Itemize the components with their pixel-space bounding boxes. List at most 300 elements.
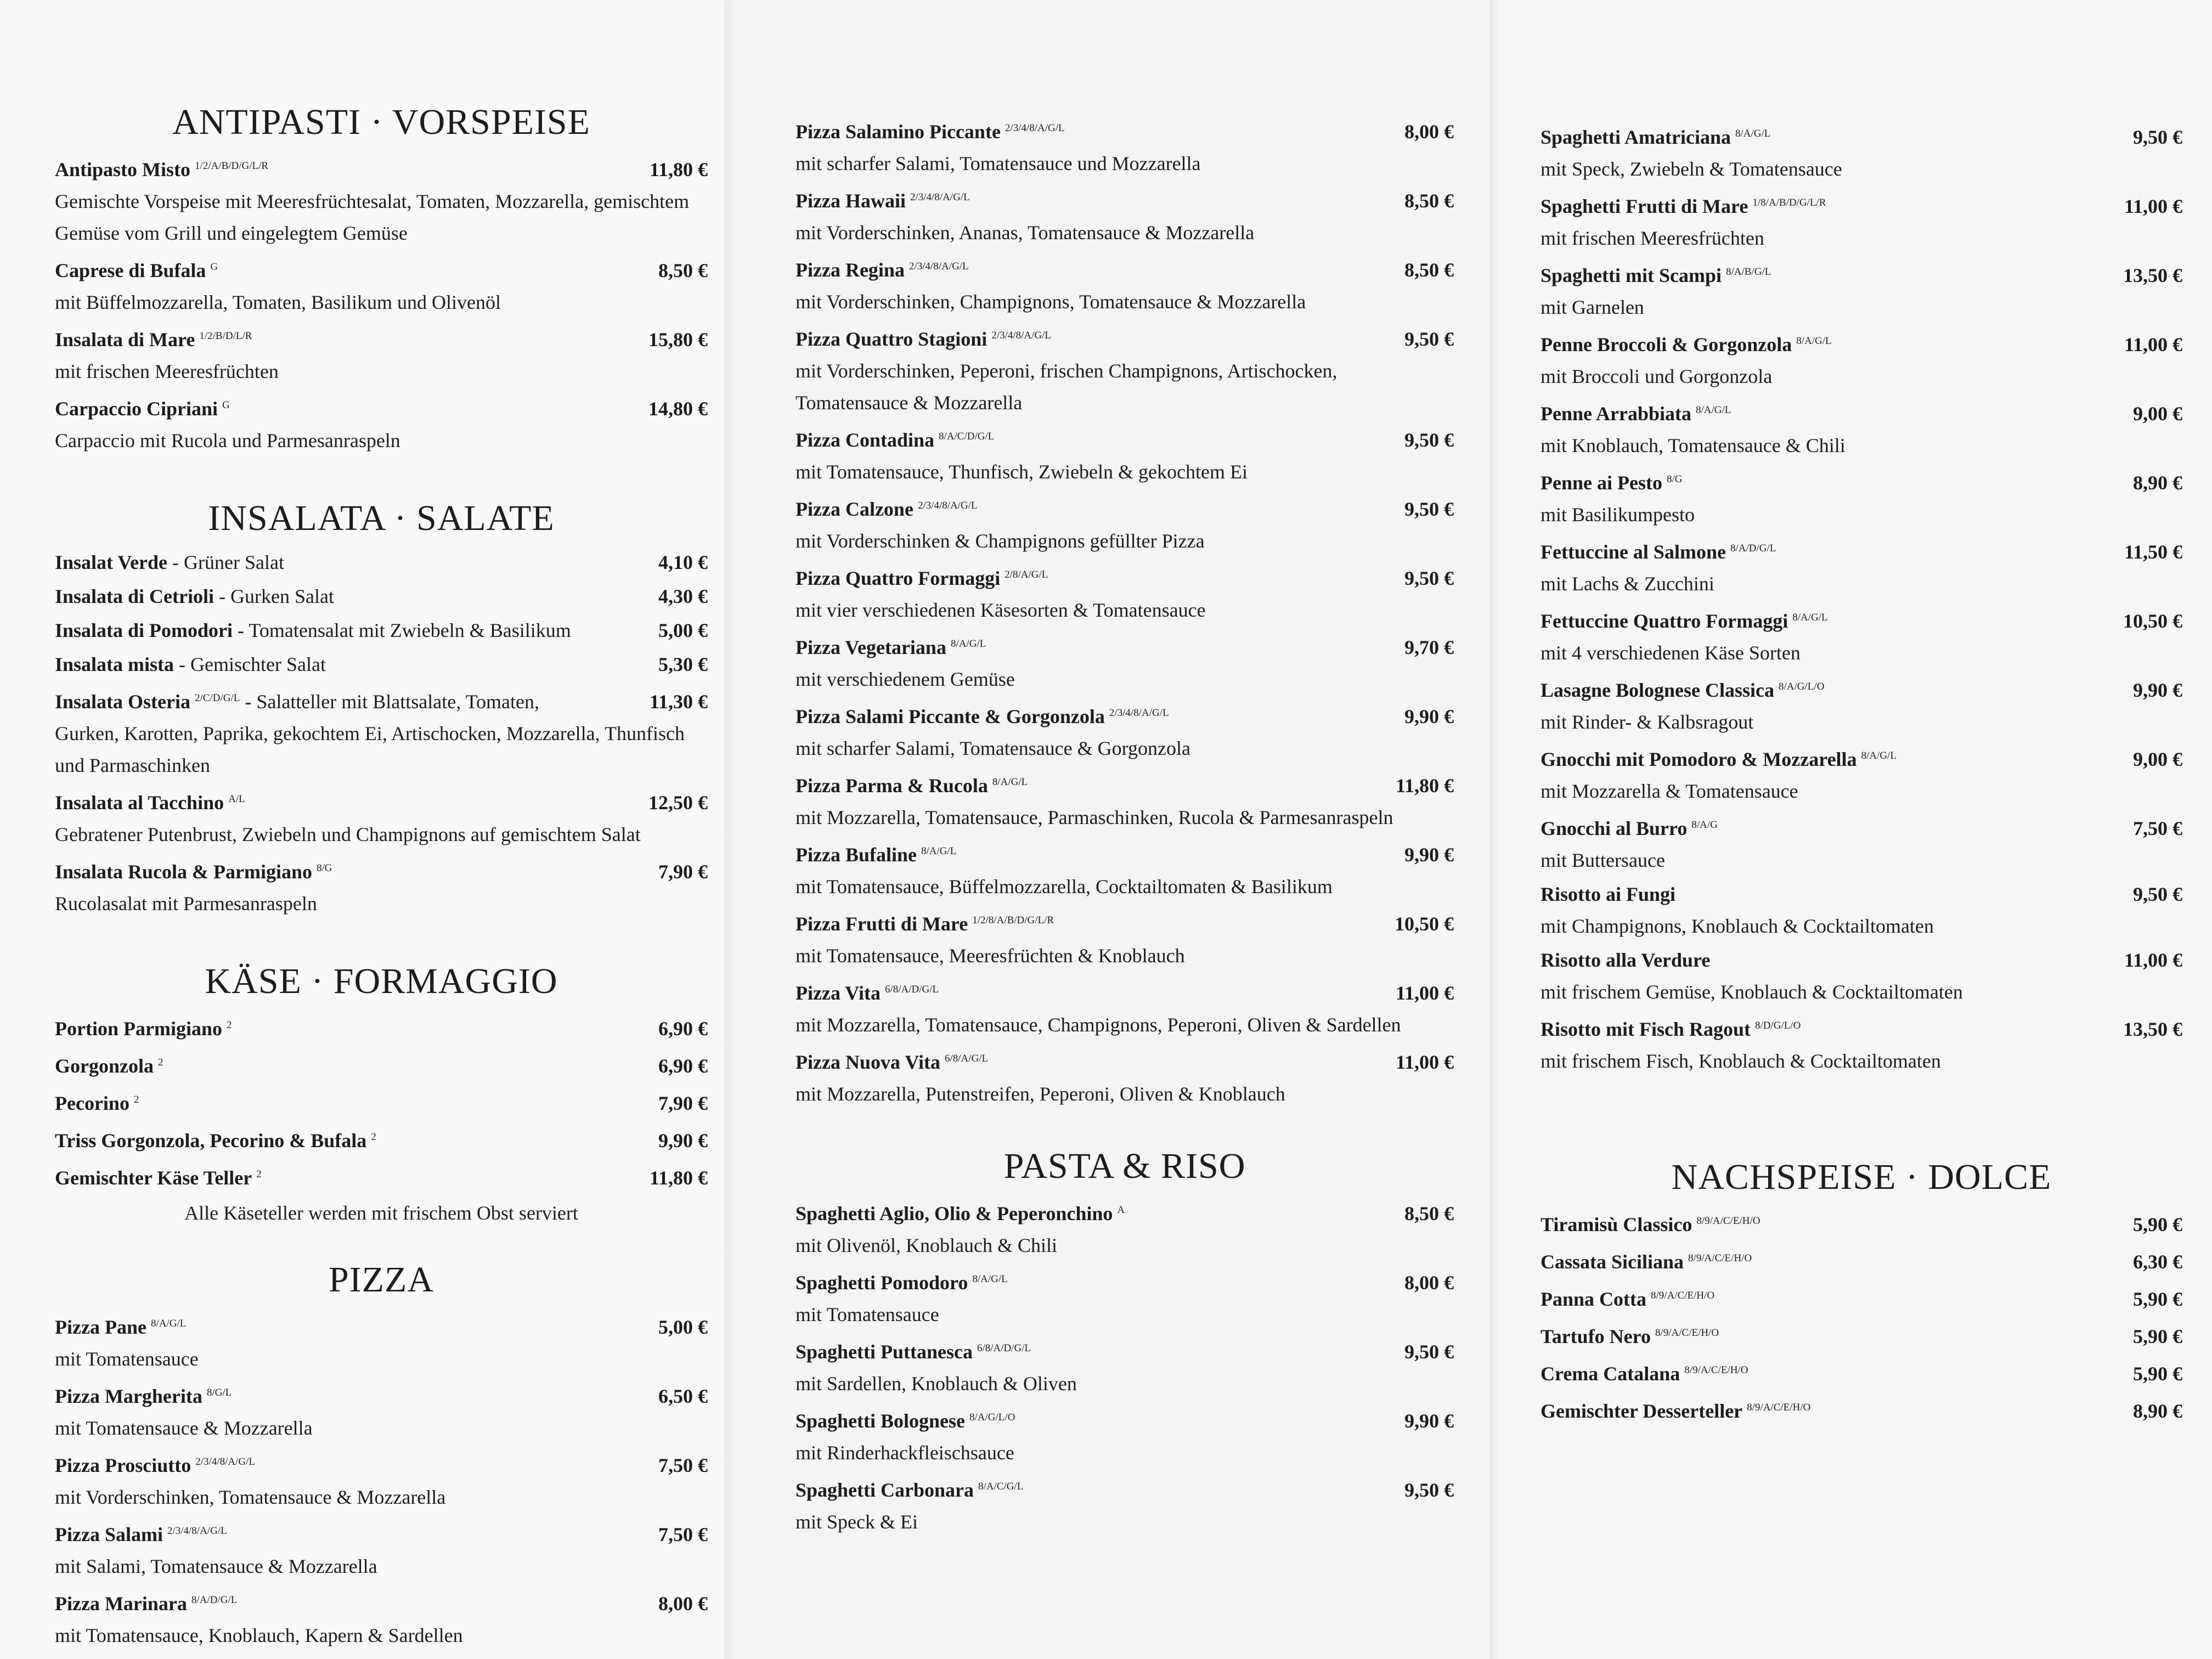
menu-item	[795, 1194, 1454, 1261]
menu-item-name: Spaghetti Carbonara	[795, 1479, 974, 1501]
menu-item-desc: mit Basilikumpesto	[1541, 504, 1695, 526]
menu-item	[795, 490, 1454, 557]
allergen-codes: 8/D/G/L/O	[1754, 1020, 1801, 1031]
allergen-codes: 2	[371, 1131, 376, 1143]
menu-item-name: Spaghetti Pomodoro	[795, 1272, 968, 1294]
menu-item-price: 9,50 €	[1404, 1479, 1454, 1501]
menu-item-name: Pecorino	[55, 1092, 129, 1114]
menu-item-name: Pizza Margherita	[55, 1385, 202, 1407]
menu-item-name: Pizza Calzone	[795, 498, 913, 520]
menu-item-desc: mit Tomatensauce & Mozzarella	[55, 1417, 313, 1439]
menu-item-price: 7,90 €	[658, 1092, 708, 1114]
menu-item-row	[1541, 878, 2182, 910]
menu-item	[795, 836, 1454, 902]
menu-item-row	[1541, 256, 2182, 291]
menu-item-price: 11,00 €	[2124, 949, 2182, 971]
section-title: PASTA & RISO	[1003, 1146, 1246, 1186]
menu-item-title	[1541, 671, 1824, 706]
menu-item-price: 8,90 €	[2133, 1400, 2182, 1422]
menu-item-desc: mit frischen Meeresfrüchten	[55, 360, 279, 382]
menu-item-price: 6,90 €	[658, 1018, 708, 1040]
menu-item-name: Gnocchi al Burro	[1541, 817, 1688, 839]
menu-item-desc: mit Olivenöl, Knoblauch & Chili	[795, 1234, 1057, 1256]
allergen-codes: 2/3/4/8/A/G/L	[1005, 122, 1065, 134]
menu-item	[1541, 944, 2182, 1008]
menu-item-row	[55, 580, 708, 612]
section-title: ANTIPASTI · VORSPEISE	[172, 102, 590, 142]
menu-item-row	[55, 150, 708, 185]
menu-item-title	[1541, 1205, 1760, 1240]
menu-item-price: 11,80 €	[649, 1167, 708, 1189]
menu-item-desc: Rucolasalat mit Parmesanraspeln	[55, 893, 317, 915]
menu-item-title	[55, 1121, 376, 1156]
section-pasta-cont	[1541, 118, 2182, 1077]
menu-item-price: 9,50 €	[1404, 498, 1454, 520]
menu-item-name: Tiramisù Classico	[1541, 1214, 1692, 1235]
menu-item-name: Cassata Siciliana	[1541, 1251, 1684, 1273]
menu-item-row	[795, 559, 1454, 594]
fold-crease	[724, 0, 741, 1659]
menu-item-row	[55, 1009, 708, 1045]
menu-item-row	[795, 1402, 1454, 1437]
menu-item	[55, 614, 708, 646]
menu-item-row	[1541, 1392, 2182, 1427]
menu-item-row	[1541, 187, 2182, 222]
menu-item-desc: mit scharfer Salami, Tomatensauce & Gorgonzola	[795, 737, 1190, 759]
menu-item-row	[55, 783, 708, 819]
menu-item-name: Lasagne Bolognese Classica	[1541, 679, 1775, 701]
menu-item-desc: mit Tomatensauce, Meeresfrüchten & Knoblauch	[795, 945, 1185, 967]
menu-item-name: Gemischter Käse Teller	[55, 1167, 252, 1189]
menu-item-title	[55, 150, 268, 185]
menu-item-name: Pizza Marinara	[55, 1593, 187, 1615]
menu-item-price: 13,50 €	[2123, 264, 2182, 286]
menu-item	[55, 546, 708, 578]
menu-item-row	[795, 1471, 1454, 1506]
menu-item-desc: mit verschiedenem Gemüse	[795, 668, 1015, 690]
menu-item-inline-desc: - Grüner Salat	[167, 551, 284, 573]
menu-item-price: 5,90 €	[2133, 1288, 2182, 1310]
allergen-codes: 8/9/A/C/E/H/O	[1655, 1327, 1719, 1339]
menu-item-inline-desc: - Salatteller mit Blattsalate, Tomaten,	[240, 691, 540, 713]
allergen-codes: 2/3/4/8/A/G/L	[991, 330, 1052, 341]
menu-item-price: 8,50 €	[658, 259, 708, 281]
section-title: PIZZA	[329, 1260, 434, 1300]
allergen-codes: 8/9/A/C/E/H/O	[1696, 1215, 1760, 1227]
menu-item	[1541, 394, 2182, 461]
menu-item-row	[55, 1377, 708, 1412]
menu-item-price: 4,10 €	[658, 551, 708, 573]
allergen-codes: 8/A/G/L	[1735, 128, 1771, 139]
menu-item-price: 11,00 €	[1395, 1051, 1454, 1073]
menu-item-price: 13,50 €	[2123, 1018, 2182, 1040]
menu-item-title	[55, 682, 539, 718]
menu-item	[795, 421, 1454, 488]
menu-item-name: Risotto ai Fungi	[1541, 883, 1676, 905]
menu-item-name: Fettuccine al Salmone	[1541, 541, 1726, 563]
menu-item-price: 9,90 €	[2133, 679, 2182, 701]
menu-item-price: 5,00 €	[658, 1316, 708, 1338]
menu-item-price: 11,80 €	[1395, 775, 1454, 797]
menu-item-row	[795, 974, 1454, 1009]
menu-item-name: Pizza Bufaline	[795, 844, 917, 866]
menu-item-price: 6,30 €	[2133, 1251, 2182, 1273]
allergen-codes: 8/A/G	[1691, 819, 1718, 831]
menu-item-name: Spaghetti Amatriciana	[1541, 126, 1731, 148]
menu-item	[795, 1402, 1454, 1469]
menu-item-name: Panna Cotta	[1541, 1288, 1647, 1310]
menu-item-name: Pizza Regina	[795, 259, 905, 281]
menu-item-name: Pizza Pane	[55, 1316, 146, 1338]
menu-item-title	[1541, 187, 1826, 222]
section-pasta	[795, 1148, 1454, 1538]
menu-item	[55, 1515, 708, 1582]
menu-item	[1541, 878, 2182, 942]
menu-item-price: 7,90 €	[658, 861, 708, 883]
menu-item-desc: mit Vorderschinken, Champignons, Tomatensauce & Mozzarella	[795, 291, 1306, 313]
menu-item-row	[795, 1263, 1454, 1299]
menu-item-price: 9,00 €	[2133, 403, 2182, 425]
allergen-codes: 8/G	[317, 862, 332, 874]
menu-item-title	[1541, 256, 1771, 291]
allergen-codes: 8/G/L	[206, 1387, 232, 1398]
menu-item-row	[1541, 464, 2182, 499]
menu-item-desc: mit Speck & Ei	[795, 1511, 918, 1533]
menu-item-title	[795, 559, 1048, 594]
allergen-codes: 8/A/G/L	[992, 776, 1028, 788]
allergen-codes: 8/A/G/L	[921, 845, 957, 857]
menu-item-name: Portion Parmigiano	[55, 1018, 222, 1040]
menu-item	[55, 1047, 708, 1082]
menu-item	[1541, 118, 2182, 185]
menu-item-name: Crema Catalana	[1541, 1363, 1680, 1385]
menu-item	[795, 1333, 1454, 1400]
menu-item	[1541, 1243, 2182, 1278]
allergen-codes: 8/A/G/L	[1696, 404, 1731, 416]
menu-item-inline-desc: - Gemischter Salat	[174, 653, 326, 675]
menu-item-price: 11,00 €	[2124, 195, 2182, 217]
menu-item	[795, 1263, 1454, 1330]
allergen-codes: 8/A/C/D/G/L	[939, 431, 995, 442]
allergen-codes: 2/8/A/G/L	[1005, 569, 1048, 580]
menu-item-row	[1541, 1317, 2182, 1352]
menu-item-row	[55, 1047, 708, 1082]
menu-item-price: 5,00 €	[658, 619, 708, 641]
menu-item-name: Pizza Hawaii	[795, 190, 906, 212]
menu-item-name: Insalat Verde	[55, 551, 168, 573]
menu-item-name: Spaghetti Puttanesca	[795, 1341, 973, 1363]
menu-item-title	[55, 1446, 255, 1481]
kaese-note: Alle Käseteller werden mit frischem Obst serviert	[184, 1202, 578, 1224]
menu-item-desc: mit Mozzarella, Putenstreifen, Peperoni, Oliven & Knoblauch	[795, 1083, 1285, 1105]
menu-item-title	[1541, 809, 1718, 844]
menu-item-row	[1541, 118, 2182, 153]
section-insalata	[55, 500, 708, 919]
menu-item-name: Caprese di Bufala	[55, 259, 206, 281]
menu-item-row	[1541, 1205, 2182, 1240]
menu-item-title	[1541, 878, 1675, 910]
menu-item-name: Spaghetti Bolognese	[795, 1410, 966, 1432]
menu-item-price: 9,90 €	[658, 1130, 708, 1152]
menu-item-row	[1541, 394, 2182, 430]
section-title: NACHSPEISE · DOLCE	[1671, 1157, 2052, 1197]
menu-item-desc: mit Vorderschinken, Ananas, Tomatensauce & Mozzarella	[795, 222, 1255, 244]
menu-item-desc: mit Sardellen, Knoblauch & Oliven	[795, 1373, 1077, 1395]
menu-item-desc: Carpaccio mit Rucola und Parmesanraspeln	[55, 430, 400, 452]
menu-item-row	[795, 490, 1454, 525]
menu-item-title	[55, 1515, 227, 1550]
allergen-codes: 8/A/G/L	[972, 1273, 1008, 1285]
menu-item	[795, 182, 1454, 249]
menu-item-price: 11,00 €	[1395, 982, 1454, 1004]
menu-item-row	[795, 421, 1454, 456]
menu-item-price: 9,50 €	[1404, 328, 1454, 350]
allergen-codes: 8/A/G/L	[1861, 750, 1897, 761]
menu-item	[795, 974, 1454, 1041]
menu-item-row	[55, 1308, 708, 1343]
menu-item	[55, 1308, 708, 1375]
menu-item-name: Pizza Vita	[795, 982, 881, 1004]
menu-item-title	[795, 182, 970, 217]
menu-item	[55, 1377, 708, 1444]
menu-item-desc: mit Tomatensauce	[795, 1304, 939, 1325]
allergen-codes: 8/A/G/L	[1792, 612, 1828, 623]
item-list	[55, 1009, 708, 1194]
menu-panel-right	[1492, 0, 2212, 1659]
menu-item-title	[795, 766, 1028, 802]
item-list	[55, 1308, 708, 1651]
menu-item-name: Spaghetti mit Scampi	[1541, 264, 1722, 286]
menu-item-row	[795, 766, 1454, 802]
allergen-codes: 1/2/B/D/L/R	[199, 330, 252, 342]
menu-item-name: Pizza Salamino Piccante	[795, 121, 1001, 143]
menu-item-title	[1541, 740, 1897, 775]
menu-item-title	[795, 1263, 1008, 1299]
menu-item-title	[795, 697, 1169, 732]
menu-item-name: Insalata di Cetrioli	[55, 585, 215, 607]
menu-item-title	[1541, 1280, 1714, 1315]
allergen-codes: G	[210, 261, 218, 273]
menu-item-name: Insalata al Tacchino	[55, 792, 224, 814]
menu-item-title	[795, 251, 969, 286]
menu-item	[795, 697, 1454, 764]
menu-item	[55, 1584, 708, 1651]
allergen-codes: 6/8/A/D/G/L	[977, 1342, 1031, 1354]
menu-item	[795, 1043, 1454, 1110]
menu-item	[55, 251, 708, 318]
menu-item-name: Pizza Quattro Stagioni	[795, 328, 988, 350]
menu-item-row	[795, 905, 1454, 940]
menu-item-price: 8,00 €	[1404, 121, 1454, 143]
menu-item-row	[55, 320, 708, 356]
menu-item-desc: mit Vorderschinken & Champignons gefüllter Pizza	[795, 530, 1205, 552]
menu-item-price: 8,90 €	[2133, 472, 2182, 494]
menu-item-desc: mit Salami, Tomatensauce & Mozzarella	[55, 1555, 377, 1577]
item-list	[1541, 118, 2182, 1077]
menu-item-name: Tartufo Nero	[1541, 1325, 1651, 1347]
menu-item	[1541, 256, 2182, 323]
menu-item-price: 8,50 €	[1404, 259, 1454, 281]
menu-item-price: 11,30 €	[649, 691, 708, 713]
menu-item-name: Risotto mit Fisch Ragout	[1541, 1018, 1751, 1040]
menu-item	[795, 628, 1454, 695]
allergen-codes: 2/3/4/8/A/G/L	[909, 261, 969, 272]
menu-item-price: 9,70 €	[1404, 636, 1454, 658]
menu-item-name: Penne Broccoli & Gorgonzola	[1541, 334, 1792, 356]
menu-item-title	[55, 1084, 139, 1119]
menu-item-price: 5,90 €	[2133, 1214, 2182, 1235]
menu-item	[55, 648, 708, 680]
menu-item-title	[795, 112, 1065, 148]
menu-item-row	[55, 682, 708, 718]
allergen-codes: G	[222, 399, 230, 411]
menu-item-name: Penne Arrabbiata	[1541, 403, 1691, 425]
menu-item-desc: mit Tomatensauce, Thunfisch, Zwiebeln & gekochtem Ei	[795, 461, 1248, 483]
menu-item-name: Pizza Quattro Formaggi	[795, 567, 1001, 589]
menu-item	[795, 559, 1454, 626]
menu-item-title	[55, 783, 245, 819]
menu-item-name: Pizza Salami Piccante & Gorgonzola	[795, 706, 1105, 727]
menu-item-title	[55, 853, 332, 888]
menu-item-title	[55, 1584, 237, 1620]
menu-item-row	[795, 836, 1454, 871]
item-list	[55, 150, 708, 456]
menu-item-row	[795, 112, 1454, 148]
allergen-codes: 2	[226, 1019, 232, 1031]
menu-item	[1541, 809, 2182, 876]
menu-item-row	[1541, 1243, 2182, 1278]
menu-item-price: 5,90 €	[2133, 1363, 2182, 1385]
menu-item	[55, 682, 708, 781]
section-dolce	[1541, 1159, 2182, 1427]
menu-item-row	[1541, 602, 2182, 637]
menu-item	[1541, 1317, 2182, 1352]
menu-item-title	[795, 320, 1051, 355]
menu-item-price: 8,50 €	[1404, 190, 1454, 212]
item-list	[795, 1194, 1454, 1538]
menu-item-desc: mit Tomatensauce	[55, 1348, 199, 1370]
menu-item-desc: mit Champignons, Knoblauch & Cocktailtomaten	[1541, 915, 1934, 937]
menu-item-title	[1541, 325, 1832, 360]
menu-item-price: 9,50 €	[2133, 126, 2182, 148]
menu-item-row	[55, 853, 708, 888]
menu-item-title	[1541, 1392, 1810, 1427]
menu-item-title	[1541, 394, 1731, 430]
menu-item	[55, 1121, 708, 1156]
menu-item-desc: mit Büffelmozzarella, Tomaten, Basilikum und Olivenöl	[55, 291, 501, 313]
menu-item-name: Pizza Frutti di Mare	[795, 913, 968, 935]
menu-item	[1541, 187, 2182, 254]
menu-item-title	[55, 614, 571, 646]
menu-item	[1541, 1280, 2182, 1315]
menu-item-price: 7,50 €	[658, 1454, 708, 1476]
menu-item-title	[1541, 1010, 1801, 1045]
menu-item-desc: mit vier verschiedenen Käsesorten & Tomatensauce	[795, 599, 1206, 621]
menu-item-row	[795, 320, 1454, 355]
menu-item-desc: mit Vorderschinken, Tomatensauce & Mozzarella	[55, 1486, 446, 1508]
allergen-codes: 2/3/4/8/A/G/L	[167, 1525, 227, 1537]
menu-item-desc: mit Broccoli und Gorgonzola	[1541, 365, 1773, 387]
menu-item	[1541, 671, 2182, 738]
menu-item-row	[1541, 671, 2182, 706]
menu-item-row	[1541, 533, 2182, 568]
menu-item	[795, 251, 1454, 318]
menu-item-price: 9,50 €	[2133, 883, 2182, 905]
menu-item-row	[55, 546, 708, 578]
allergen-codes: 8/9/A/C/E/H/O	[1688, 1252, 1752, 1264]
menu-panel-left	[0, 0, 727, 1659]
menu-item-price: 14,80 €	[648, 398, 708, 420]
menu-item-name: Gemischter Desserteller	[1541, 1400, 1743, 1422]
menu-item-price: 8,00 €	[658, 1593, 708, 1615]
menu-item-name: Pizza Salami	[55, 1523, 163, 1545]
menu-item	[55, 853, 708, 919]
menu-item-name: Fettuccine Quattro Formaggi	[1541, 610, 1788, 632]
menu-item-row	[1541, 809, 2182, 844]
menu-item	[55, 320, 708, 387]
menu-item-name: Pizza Nuova Vita	[795, 1051, 940, 1073]
section-title: INSALATA · SALATE	[208, 498, 555, 538]
menu-item-title	[1541, 602, 1828, 637]
menu-item-row	[795, 628, 1454, 663]
menu-item-price: 10,50 €	[1395, 913, 1454, 935]
menu-item-row	[795, 697, 1454, 732]
menu-item-desc: mit frischem Gemüse, Knoblauch & Cocktailtomaten	[1541, 981, 1963, 1003]
allergen-codes: 8/A/B/G/L	[1726, 266, 1771, 278]
menu-item-desc: Gemischte Vorspeise mit Meeresfrüchtesalat, Tomaten, Mozzarella, gemischtem Gemüse vom Grill und eingelegtem Gemüse	[55, 190, 690, 244]
menu-item-name: Pizza Parma & Rucola	[795, 775, 988, 797]
allergen-codes: 2/3/4/8/A/G/L	[910, 191, 970, 203]
menu-item-row	[795, 1333, 1454, 1368]
menu-item-price: 11,80 €	[649, 159, 708, 180]
menu-item-name: Pizza Contadina	[795, 429, 935, 451]
menu-item-desc: mit Mozzarella & Tomatensauce	[1541, 780, 1798, 802]
menu-item-price: 11,00 €	[2124, 334, 2182, 356]
menu-item-row	[1541, 1010, 2182, 1045]
menu-item	[1541, 325, 2182, 392]
menu-item-desc: mit Lachs & Zucchini	[1541, 573, 1714, 595]
section-pizza-cont	[795, 112, 1454, 1110]
menu-panel-middle	[727, 0, 1492, 1659]
fold-crease	[1489, 0, 1506, 1659]
allergen-codes: A/L	[228, 793, 245, 805]
menu-item-title	[795, 1333, 1031, 1368]
menu-item-row	[795, 251, 1454, 286]
menu-item-name: Triss Gorgonzola, Pecorino & Bufala	[55, 1130, 367, 1152]
menu-item-desc: mit Mozzarella, Tomatensauce, Champignons, Peperoni, Oliven & Sardellen	[795, 1014, 1401, 1036]
menu-item	[1541, 740, 2182, 807]
menu-item	[795, 905, 1454, 972]
menu-item-price: 9,90 €	[1404, 706, 1454, 727]
menu-item-row	[55, 1515, 708, 1550]
menu-item-name: Insalata mista	[55, 653, 174, 675]
menu-item	[795, 320, 1454, 419]
menu-item-price: 9,90 €	[1404, 844, 1454, 866]
menu-item-row	[795, 1194, 1454, 1229]
allergen-codes: 2	[133, 1094, 139, 1105]
menu-item-title	[55, 1377, 232, 1412]
allergen-codes: 1/8/A/B/D/G/L/R	[1752, 197, 1826, 208]
allergen-codes: A	[1117, 1204, 1125, 1216]
menu-item-name: Insalata di Pomodori	[55, 619, 233, 641]
menu-item-title	[1541, 1355, 1748, 1390]
allergen-codes: 8/A/D/G/L	[1730, 543, 1776, 554]
menu-item-row	[55, 648, 708, 680]
menu-item	[795, 112, 1454, 179]
menu-item-name: Gnocchi mit Pomodoro & Mozzarella	[1541, 748, 1857, 770]
menu-item-name: Insalata di Mare	[55, 329, 195, 351]
menu-item-title	[795, 1194, 1125, 1229]
